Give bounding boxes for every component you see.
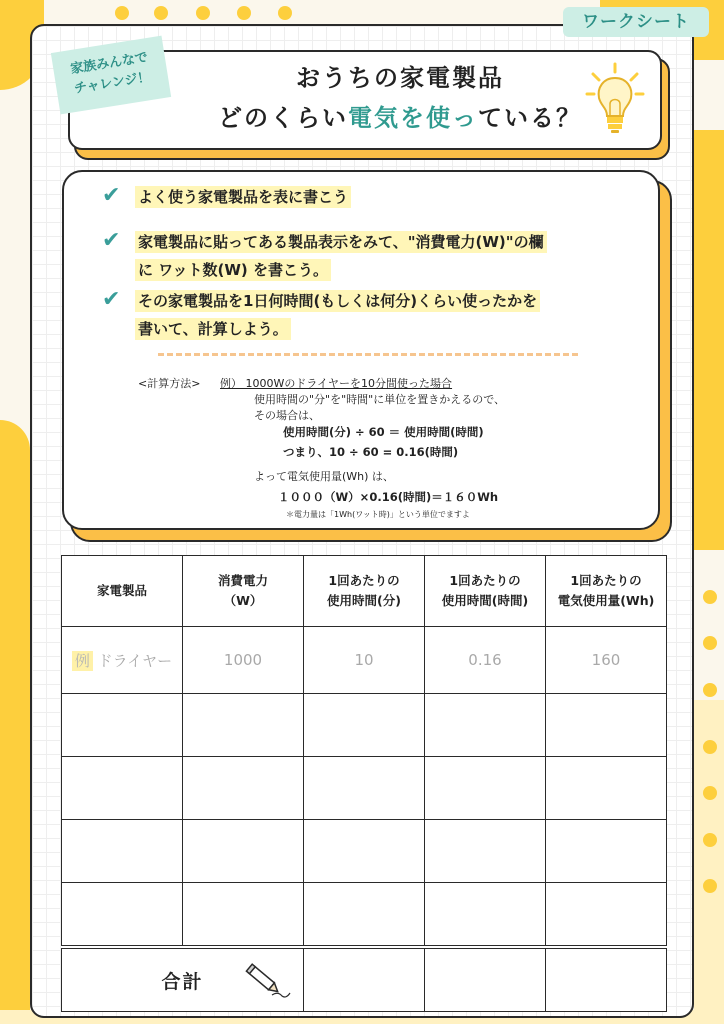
worksheet-tag: ワークシート [563,7,709,37]
decor-dot [703,636,717,650]
calc-label: <計算方法> [138,377,201,390]
check-icon: ✔ [102,183,121,208]
total-label-cell [62,947,304,1012]
table-cell[interactable] [546,883,667,948]
decor-dot [703,740,717,754]
example-wh: 160 [546,627,667,694]
table-row-example [62,627,667,694]
calc-line3: よって電気使用量(Wh) は、 [254,470,394,483]
table-cell[interactable] [546,694,667,757]
instruction-2b: に ワット数(W) を書こう。 [135,259,331,280]
table-row [62,883,667,948]
table-cell[interactable] [183,694,304,757]
calc-formula2: つまり、10 ÷ 60 = 0.16(時間) [283,445,459,459]
decor-dot [703,786,717,800]
decor-dot [703,833,717,847]
table-cell[interactable] [546,757,667,820]
title-line2-highlight: 電気を使っ [348,104,478,132]
decor-dot [154,6,168,20]
calc-formula3: １０００（W）×0.16(時間)＝１６０Wh [278,490,499,504]
check-icon: ✔ [102,287,121,312]
example-minutes: 10 [304,627,425,694]
example-watt: 1000 [183,627,304,694]
appliance-table [61,555,667,1012]
decor-dot [196,6,210,20]
sticky-note-line2: チャレンジ！ [73,69,152,97]
table-cell[interactable] [304,820,425,883]
lightbulb-icon [585,62,645,136]
table-cell[interactable] [304,757,425,820]
header-watt: 消費電力 （W） [183,556,304,627]
example-item: ドライヤー [97,651,173,670]
sticky-note-line1: 家族みんなで [69,50,149,78]
instruction-2a: 家電製品に貼ってある製品表示をみて、"消費電力(W)"の欄 [135,231,547,252]
decor-dot [703,879,717,893]
table-cell[interactable] [183,883,304,948]
table-cell[interactable] [546,820,667,883]
example-badge: 例 [72,651,93,671]
calc-example: 例） 1000Wのドライヤーを10分間使った場合 [220,377,453,390]
side-deco-right [694,130,724,550]
example-hours: 0.16 [425,627,546,694]
table-cell[interactable] [304,883,425,948]
table-cell[interactable] [183,757,304,820]
calc-line2: その場合は、 [254,409,320,422]
page-title-line1: おうちの家電製品 [296,64,504,92]
dashed-divider [158,353,578,356]
instruction-3b: 書いて、計算しよう。 [135,318,291,339]
total-minutes[interactable] [304,947,425,1012]
table-cell[interactable] [62,883,183,948]
decor-dot [278,6,292,20]
table-cell[interactable] [183,820,304,883]
table-cell[interactable] [62,757,183,820]
decor-dot [237,6,251,20]
decor-dot [115,6,129,20]
title-line2-pre: どのくらい [218,104,348,132]
header-appliance: 家電製品 [62,556,183,627]
table-header-row [62,556,667,627]
table-cell[interactable] [425,883,546,948]
page-title-line2 [160,98,640,133]
table-cell[interactable] [62,694,183,757]
table-row [62,757,667,820]
total-hours[interactable] [425,947,546,1012]
table-cell[interactable] [425,757,546,820]
table-row [62,694,667,757]
header-hours: 1回あたりの 使用時間(時間) [425,556,546,627]
instruction-3a: その家電製品を1日何時間(もしくは何分)くらい使ったかを [135,290,540,311]
decor-dot [703,590,717,604]
table-total-row [62,947,667,1012]
instruction-1: よく使う家電製品を表に書こう [135,186,351,207]
check-icon: ✔ [102,228,121,253]
table-cell[interactable] [304,694,425,757]
side-deco-left [0,420,30,1024]
table-cell[interactable] [425,820,546,883]
calc-formula1: 使用時間(分) ÷ 60 ＝ 使用時間(時間) [283,425,484,439]
table-cell[interactable] [425,694,546,757]
header-minutes: 1回あたりの 使用時間(分) [304,556,425,627]
example-item-cell [62,627,183,694]
calc-line1: 使用時間の"分"を"時間"に単位を置きかえるので、 [254,393,506,406]
table-cell[interactable] [62,820,183,883]
title-line2-post: ている？ [478,104,582,132]
total-wh[interactable] [546,947,667,1012]
decor-dot [703,683,717,697]
calc-note: ＊電力量は「1Wh(ワット時)」という単位でますよ [286,510,470,519]
header-wh: 1回あたりの 電気使用量(Wh) [546,556,667,627]
pencil-icon [242,961,292,1001]
table-row [62,820,667,883]
total-label: 合計 [161,970,204,993]
